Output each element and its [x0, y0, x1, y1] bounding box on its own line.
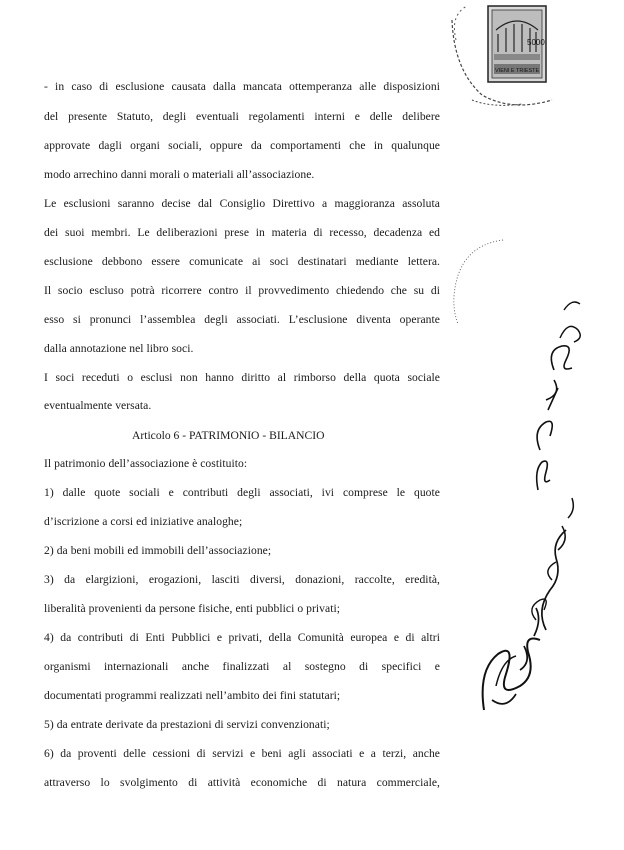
text-line: 2) da beni mobili ed immobili dell’associazione;	[44, 544, 272, 557]
stamp-value: 5000	[527, 38, 545, 47]
text-line: 1) dalle quote sociali e contributi degli associati, ivi comprese le quote	[44, 486, 440, 499]
stamp-caption: VIENI E TRIESTE	[495, 68, 540, 74]
text-line: dei suoi membri. Le deliberazioni prese in materia di recesso, decadenza ed	[44, 226, 440, 239]
text-line: 5) da entrate derivate da prestazioni di servizi convenzionati;	[44, 718, 330, 731]
text-line: attraverso lo svolgimento di attività economiche di natura commerciale,	[44, 776, 440, 789]
text-line: del presente Statuto, degli eventuali regolamenti interni e delle delibere	[44, 110, 440, 123]
text-line: organismi internazionali anche finalizzati al sostegno di specifici e	[44, 660, 440, 673]
text-line: d’iscrizione a corsi ed iniziative analoghe;	[44, 515, 243, 528]
text-line: Il socio escluso potrà ricorrere contro il provvedimento chiedendo che su di	[44, 284, 440, 297]
text-line: modo arrechino danni morali o materiali all’associazione.	[44, 168, 315, 181]
text-line: Le esclusioni saranno decise dal Consiglio Direttivo a maggioranza assoluta	[44, 197, 440, 210]
text-line: Il patrimonio dell’associazione è costituito:	[44, 457, 248, 470]
text-line: I soci receduti o esclusi non hanno diritto al rimborso della quota sociale	[44, 371, 440, 384]
text-line: liberalità provenienti da persone fisiche, enti pubblici o privati;	[44, 602, 341, 615]
text-line: dalla annotazione nel libro soci.	[44, 342, 194, 355]
revenue-stamp	[442, 0, 562, 112]
text-line: esso si pronunci l’assemblea degli associati. L’esclusione diventa operante	[44, 313, 440, 326]
text-line: - in caso di esclusione causata dalla mancata ottemperanza alle disposizioni	[44, 80, 440, 93]
text-line: esclusione debbono essere comunicate ai soci destinatari mediante lettera.	[44, 255, 440, 268]
text-line: 3) da elargizioni, erogazioni, lasciti diversi, donazioni, raccolte, eredità,	[44, 573, 440, 586]
text-line: 6) da proventi delle cessioni di servizi e beni agli associati e a terzi, anche	[44, 747, 440, 760]
text-line: documentati programmi realizzati nell’ambito dei fini statutari;	[44, 689, 341, 702]
text-line: eventualmente versata.	[44, 399, 152, 412]
text-line: approvate dagli organi sociali, oppure da comportamenti che in qualunque	[44, 139, 440, 152]
text-line: 4) da contributi di Enti Pubblici e privati, della Comunità europea e di altri	[44, 631, 440, 644]
margin-signatures	[476, 290, 586, 730]
article-heading: Articolo 6 - PATRIMONIO - BILANCIO	[132, 429, 325, 442]
